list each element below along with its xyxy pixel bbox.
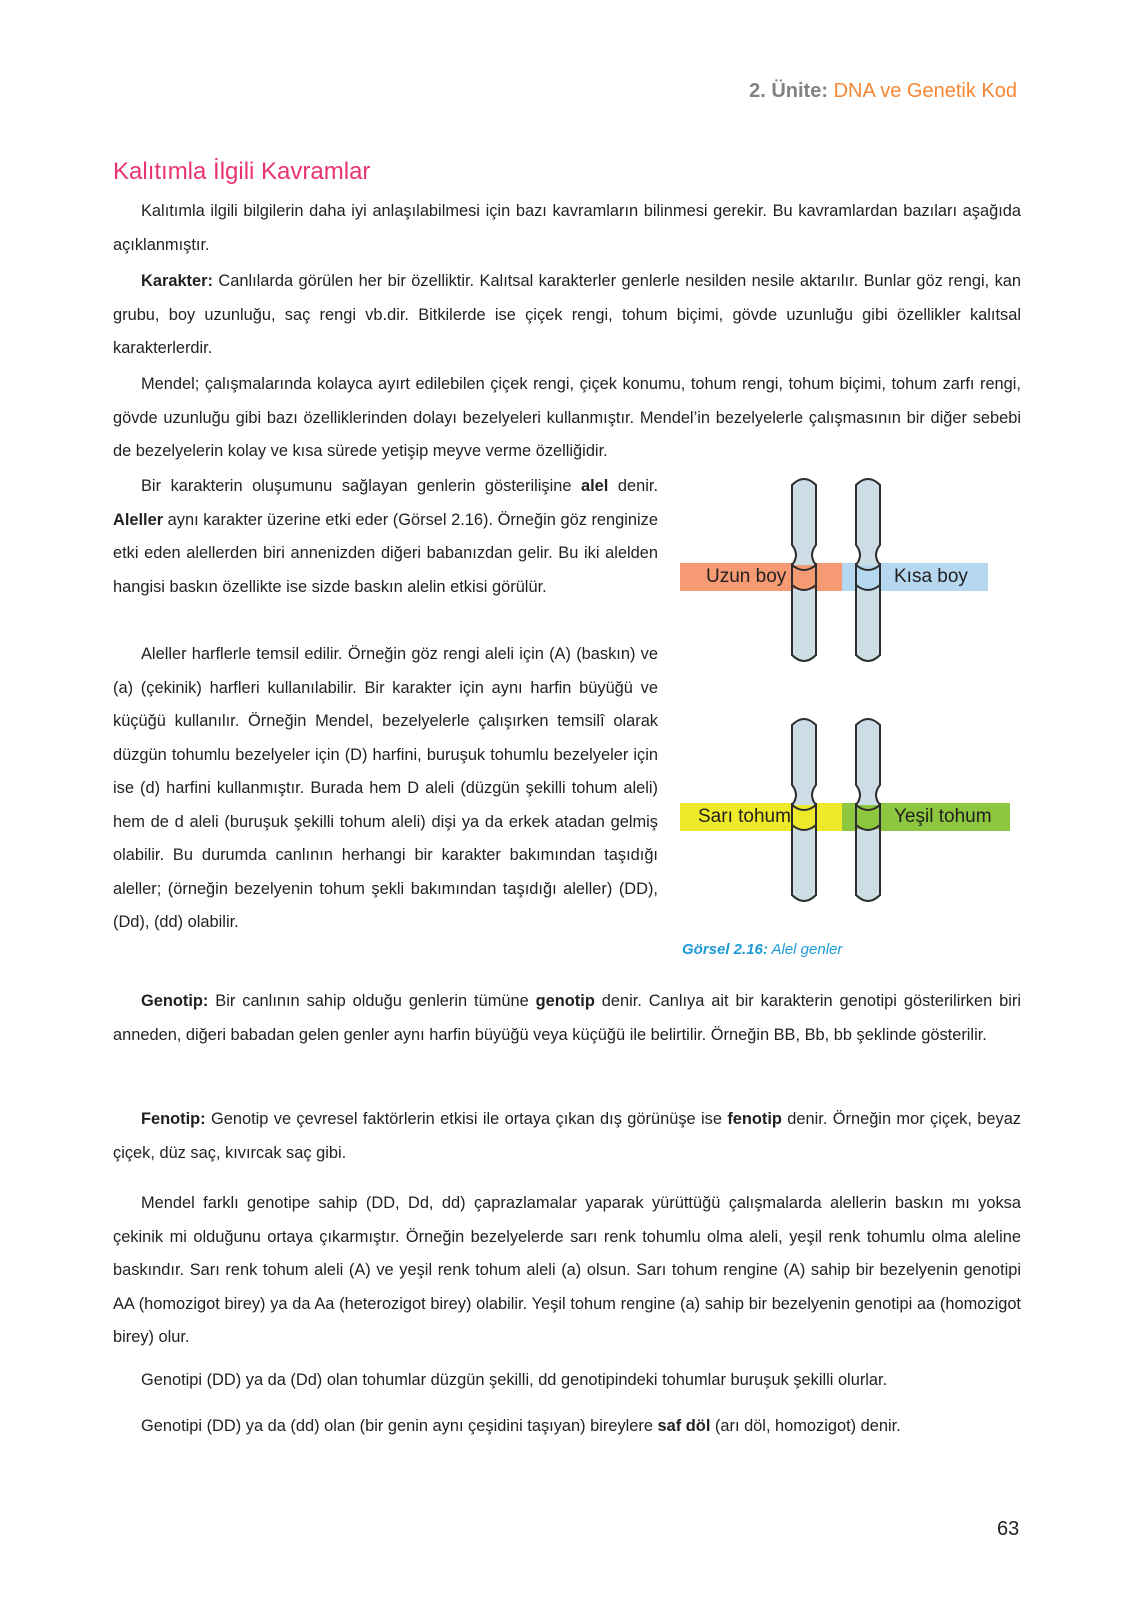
chromosomes-icon	[680, 475, 1025, 965]
alel-paragraph: Bir karakterin oluşumunu sağlayan genlerin gösterilişine alel denir. Aleller aynı karakter üzerine etki eder (Görsel 2.16). Örneğin göz renginize etki eden alellerden biri annenizden diğeri babanızdan gelir. Bu iki alelden hangisi baskın özellikte ise sizde baskın alelin etkisi görülür.	[113, 477, 658, 596]
harfler-paragraph: Aleller harflerle temsil edilir. Örneğin göz rengi aleli için (A) (baskın) ve (a) (çekinik) harfleri kullanılabilir. Bir karakter için aynı harfin büyüğü ve küçüğü kullanılır. Örneğin Mendel, bezelyelerle çalışırken temsilî olarak düzgün tohumlu bezelyeler için (D) harfini, buruşuk tohumlu bezelyeler için ise (d) harfini kullanmıştır. Burada hem D aleli (düzgün şekilli tohum aleli) hem de d aleli (buruşuk şekilli tohum aleli) dişi ya da erkek atadan gelmiş olabilir. Bu durumda canlının herhangi bir karakter bakımından taşıdığı aleller; (örneğin bezelyenin tohum şekli bakımından taşıdığı aleller) (DD), (Dd), (dd) olabilir.	[113, 645, 658, 931]
term-saf-dol: saf döl	[657, 1417, 711, 1435]
section-title: Kalıtımla İlgili Kavramlar	[113, 158, 371, 185]
mendel-genotype-paragraph: Mendel farklı genotipe sahip (DD, Dd, dd) çaprazlamalar yaparak yürüttüğü çalışmalarda alellerin baskın mı yoksa çekinik mi olduğunu ortaya çıkarmıştır. Örneğin bezelyelerde sarı renk tohumlu olma aleli, yeşil renk tohumlu olma aleline baskındır. Sarı renk tohum aleli (A) ve yeşil renk tohum aleli (a) olsun. Sarı tohum rengine (A) sahip bir bezelyenin genotipi AA (homozigot birey) ya da Aa (heterozigot birey) olabilir. Yeşil tohum rengine (a) sahip bir bezelyenin genotipi aa (homozigot birey) olur.	[113, 1194, 1021, 1346]
term-alel: alel	[581, 477, 609, 495]
term-genotip: Genotip:	[141, 992, 209, 1010]
karakter-paragraph: Karakter: Canlılarda görülen her bir özelliktir. Kalıtsal karakterler genlerle nesilden nesile aktarılır. Bunlar göz rengi, kan grubu, boy uzunluğu, saç rengi vb.dir. Bitkilerde ise çiçek rengi, tohum biçimi, gövde uzunluğu gibi özellikler kalıtsal karakterlerdir.	[113, 272, 1021, 357]
duzgun-paragraph: Genotipi (DD) ya da (Dd) olan tohumlar düzgün şekilli, dd genotipindeki tohumlar buruşuk şekilli olurlar.	[141, 1371, 888, 1389]
saf-dol-paragraph: Genotipi (DD) ya da (dd) olan (bir genin aynı çeşidini taşıyan) bireylere saf döl (arı döl, homozigot) denir.	[141, 1417, 901, 1435]
yesil-tohum-band: Yeşil tohum	[842, 803, 1010, 831]
page-number: 63	[997, 1518, 1020, 1540]
sari-tohum-band: Sarı tohum	[680, 803, 842, 831]
intro-paragraph: Kalıtımla ilgili bilgilerin daha iyi anlaşılabilmesi için bazı kavramların bilinmesi gerekir. Bu kavramlardan bazıları aşağıda açıklanmıştır.	[113, 202, 1021, 254]
fenotip-paragraph: Fenotip: Genotip ve çevresel faktörlerin etkisi ile ortaya çıkan dış görünüşe ise fenotip denir. Örneğin mor çiçek, beyaz çiçek, düz saç, kıvırcak saç gibi.	[113, 1110, 1022, 1162]
allele-figure	[680, 475, 1025, 965]
term-aleller: Aleller	[113, 510, 164, 529]
kisa-boy-band: Kısa boy	[842, 563, 988, 591]
uzun-boy-band: Uzun boy	[680, 563, 842, 591]
term-karakter: Karakter:	[141, 272, 213, 290]
unit-topic: DNA ve Genetik Kod	[833, 80, 1017, 102]
term-fenotip: Fenotip:	[141, 1110, 206, 1128]
genotip-paragraph: Genotip: Bir canlının sahip olduğu genlerin tümüne genotip denir. Canlıya ait bir karakterin genotipi gösterilirken biri anneden, diğeri babadan gelen genler aynı harfin büyüğü veya küçüğü ile belirtilir. Örneğin BB, Bb, bb şeklinde gösterilir.	[113, 992, 1021, 1044]
unit-label: 2. Ünite:	[749, 80, 828, 102]
figure-caption: Görsel 2.16: Alel genler	[682, 941, 843, 958]
page-header	[749, 80, 1017, 103]
mendel-paragraph: Mendel; çalışmalarında kolayca ayırt edilebilen çiçek rengi, çiçek konumu, tohum rengi, tohum biçimi, tohum zarfı rengi, gövde uzunluğu gibi bazı özelliklerinden dolayı bezelyeleri kullanmıştır. Mendel’in bezelyelerle çalışmasının bir diğer sebebi de bezelyelerin kolay ve kısa sürede yetişip meyve verme özelliğidir.	[113, 375, 1021, 460]
